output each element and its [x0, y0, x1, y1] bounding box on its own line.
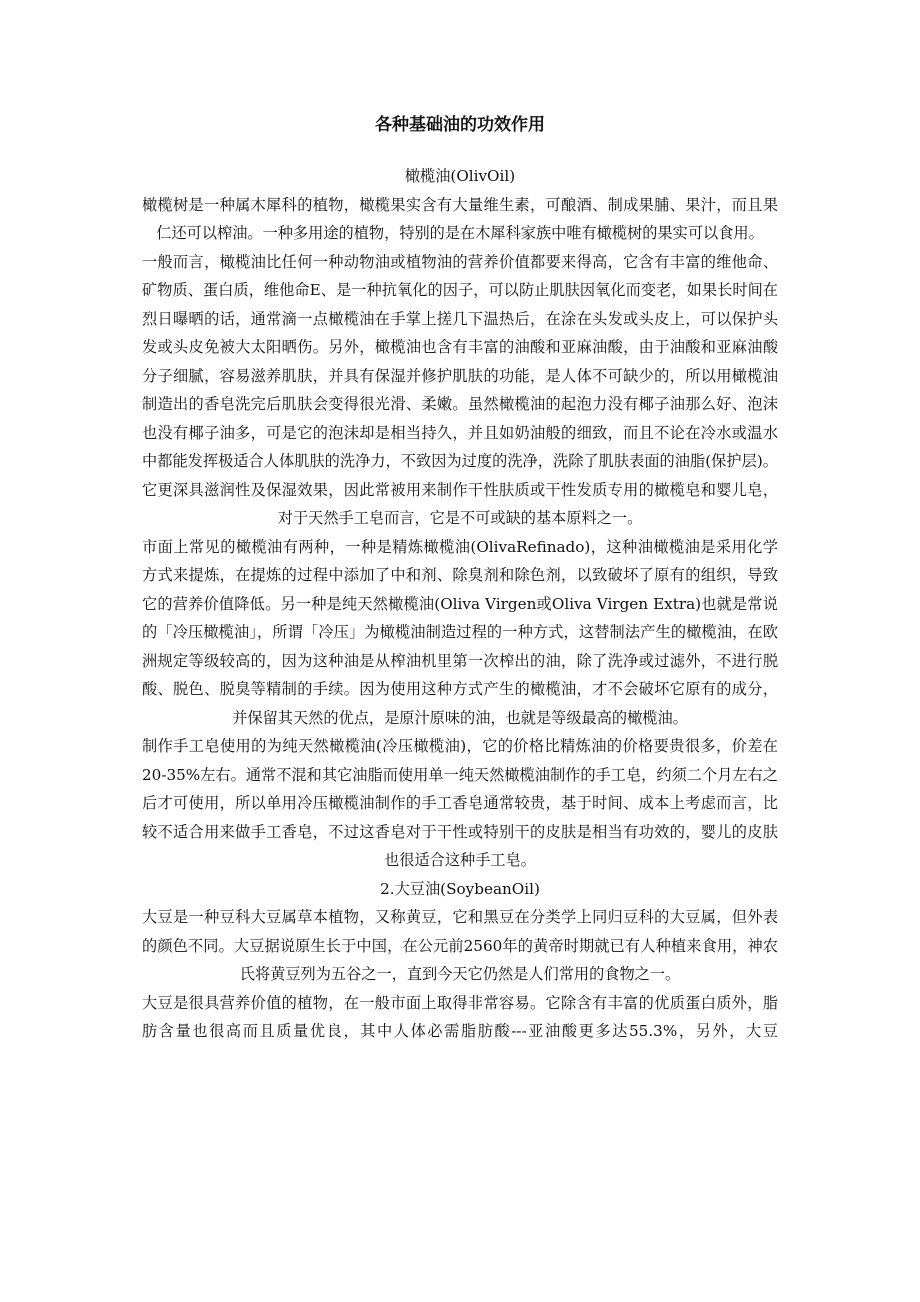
paragraph-soybean-plant: 大豆是一种豆科大豆属草本植物，又称黄豆，它和黑豆在分类学上同归豆科的大豆属，但外表的颜色不同。大豆据说原生长于中国，在公元前2560年的黄帝时期就已有人种植来食用，神农氏将黄豆列为五谷之一，直到今天它仍然是人们常用的食物之一。: [142, 908, 778, 983]
document-title: 各种基础油的功效作用: [375, 115, 545, 135]
document-body: [142, 162, 778, 1046]
section-heading-soybean-oil: 2.大豆油(SoybeanOil): [380, 879, 540, 898]
paragraph-olive-oil-nutrition: 一般而言，橄榄油比任何一种动物油或植物油的营养价值都要来得高，它含有丰富的维他命、矿物质、蛋白质，维他命E、是一种抗氧化的因子，可以防止肌肤因氧化而变老，如果长时间在烈日曝晒的话，通常滴一点橄榄油在手掌上搓几下温热后，在涂在头发或头皮上，可以保护头发或头皮免被大太阳晒伤。另外，橄榄油也含有丰富的油酸和亚麻油酸，由于油酸和亚麻油酸分子细腻，容易滋养肌肤，并具有保湿并修护肌肤的功能，是人体不可缺少的，所以用橄榄油制造出的香皂洗完后肌肤会变得很光滑、柔嫩。虽然橄榄油的起泡力没有椰子油那么好、泡沫也没有椰子油多，可是它的泡沫却是相当持久，并且如奶油般的细致，而且不论在冷水或温水中都能发挥极适合人体肌肤的洗净力，不致因为过度的洗净，洗除了肌肤表面的油脂(保护层)。它更深具滋润性及保湿效果，因此常被用来制作干性肤质或干性发质专用的橄榄皂和婴儿皂，对于天然手工皂而言，它是不可或缺的基本原料之一。: [142, 252, 778, 527]
paragraph-olive-tree: 橄榄树是一种属木犀科的植物，橄榄果实含有大量维生素，可酿酒、制成果脯、果汁，而且果仁还可以榨油。一种多用途的植物，特别的是在木犀科家族中唯有橄榄树的果实可以食用。: [142, 195, 778, 242]
paragraph-handmade-soap: 制作手工皂使用的为纯天然橄榄油(冷压橄榄油)，它的价格比精炼油的价格要贵很多，价差在20-35%左右。通常不混和其它油脂而使用单一纯天然橄榄油制作的手工皂，约须二个月左右之后才可使用，所以单用冷压橄榄油制作的手工香皂通常较贵，基于时间、成本上考虑而言，比较不适合用来做手工香皂，不过这香皂对于干性或特别干的皮肤是相当有功效的，婴儿的皮肤也很适合这种手工皂。: [142, 737, 778, 869]
paragraph-soybean-nutrition: 大豆是很具营养价值的植物，在一般市面上取得非常容易。它除含有丰富的优质蛋白质外，脂肪含量也很高而且质量优良，其中人体必需脂肪酸---亚油酸更多达55.3%，另外，大豆: [142, 993, 778, 1040]
paragraph-olive-oil-types: 市面上常见的橄榄油有两种，一种是精炼橄榄油(OlivaRefinado)，这种油橄榄油是采用化学方式来提炼，在提炼的过程中添加了中和剂、除臭剂和除色剂，以致破坏了原有的组织，导致它的营养价值降低。另一种是纯天然橄榄油(Oliva Virgen或Oliva Virgen Extra)也就是常说的「冷压橄榄油」，所谓「冷压」为橄榄油制造过程的一种方式，这替制法产生的橄榄油，在欧洲规定等级较高的，因为这种油是从榨油机里第一次榨出的油，除了洗净或过滤外，不进行脱酸、脱色、脱臭等精制的手续。因为使用这种方式产生的橄榄油，才不会破坏它原有的成分，并保留其天然的优点，是原汁原味的油，也就是等级最高的橄榄油。: [142, 537, 778, 727]
section-heading-olive-oil: 橄榄油(OlivOil): [404, 167, 516, 185]
